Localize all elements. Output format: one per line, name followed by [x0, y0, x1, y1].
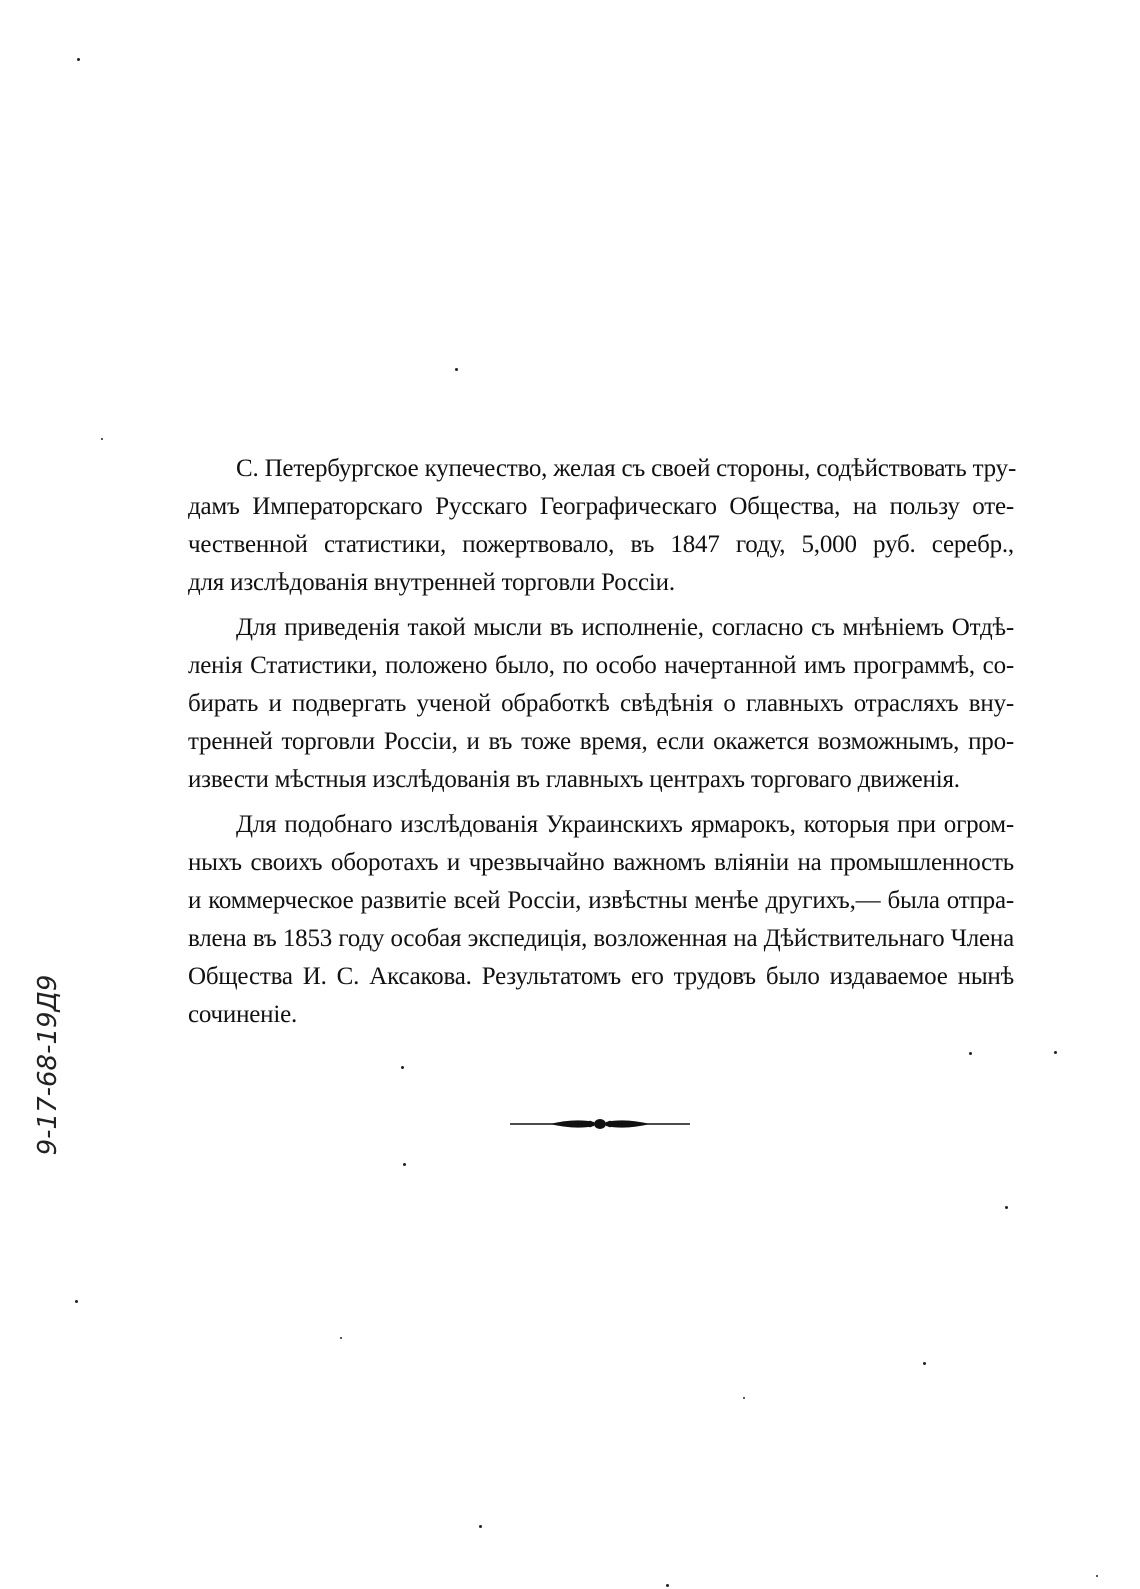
text-line: Для приведенія такой мысли въ исполненіе, согласно съ мнѣніемъ Отдѣ-	[236, 614, 1014, 641]
print-speck	[77, 58, 80, 61]
text-line: дамъ Императорскаго Русскаго Географическаго Общества, на пользу оте-	[188, 493, 1014, 520]
margin-note-text: 9-17-68-19Д9	[33, 974, 63, 1156]
text-line: Общества И. С. Аксакова. Результатомъ его трудовъ было издаваемое нынѣ	[188, 963, 1014, 990]
paragraph-2	[188, 609, 1014, 799]
print-speck	[743, 1397, 745, 1399]
paragraph-3	[188, 806, 1014, 1034]
print-speck	[923, 1362, 926, 1365]
text-line: С. Петербургское купечество, желая съ своей стороны, содѣйствовать тру-	[236, 455, 1017, 482]
body-text	[188, 450, 1017, 1041]
text-line: и коммерческое развитіе всей Россіи, извѣстны менѣе другихъ,— была отпра-	[188, 887, 1014, 914]
ornament-divider-icon	[510, 1111, 690, 1137]
text-line: извести мѣстныя изслѣдованія въ главныхъ центрахъ торговаго движенія.	[188, 766, 960, 793]
text-line: ныхъ своихъ оборотахъ и чрезвычайно важномъ вліяніи на промышленность	[188, 849, 1014, 876]
text-line: влена въ 1853 году особая экспедиція, возложенная на Дѣйствительнаго Члена	[188, 925, 1014, 952]
print-speck	[401, 1066, 404, 1069]
print-speck	[403, 1163, 406, 1166]
text-line: Для подобнаго изслѣдованія Украинскихъ ярмарокъ, которыя при огром-	[236, 811, 1014, 838]
print-speck	[666, 1584, 669, 1587]
text-line: для изслѣдованія внутренней торговли Россіи.	[188, 569, 675, 596]
text-line: сочиненіе.	[188, 1001, 298, 1028]
print-speck	[75, 1300, 78, 1303]
paragraph-1	[188, 450, 1017, 602]
print-speck	[340, 1337, 342, 1339]
print-speck	[101, 438, 103, 440]
print-speck	[479, 1525, 482, 1528]
print-speck	[1054, 1051, 1057, 1054]
print-speck	[1005, 1206, 1008, 1209]
handwritten-margin-note	[18, 950, 78, 1180]
print-speck	[969, 1052, 972, 1055]
text-line: бирать и подвергать ученой обработкѣ свѣдѣнія о главныхъ отрасляхъ вну-	[188, 690, 1014, 717]
print-speck	[455, 368, 458, 371]
text-line: тренней торговли Россіи, и въ тоже время, если окажется возможнымъ, про-	[188, 728, 1014, 755]
text-line: ленія Статистики, положено было, по особо начертанной имъ программѣ, со-	[188, 652, 1014, 679]
text-line: чественной статистики, пожертвовало, въ 1847 году, 5,000 руб. серебр.,	[188, 531, 1014, 558]
print-speck	[1096, 1575, 1098, 1577]
